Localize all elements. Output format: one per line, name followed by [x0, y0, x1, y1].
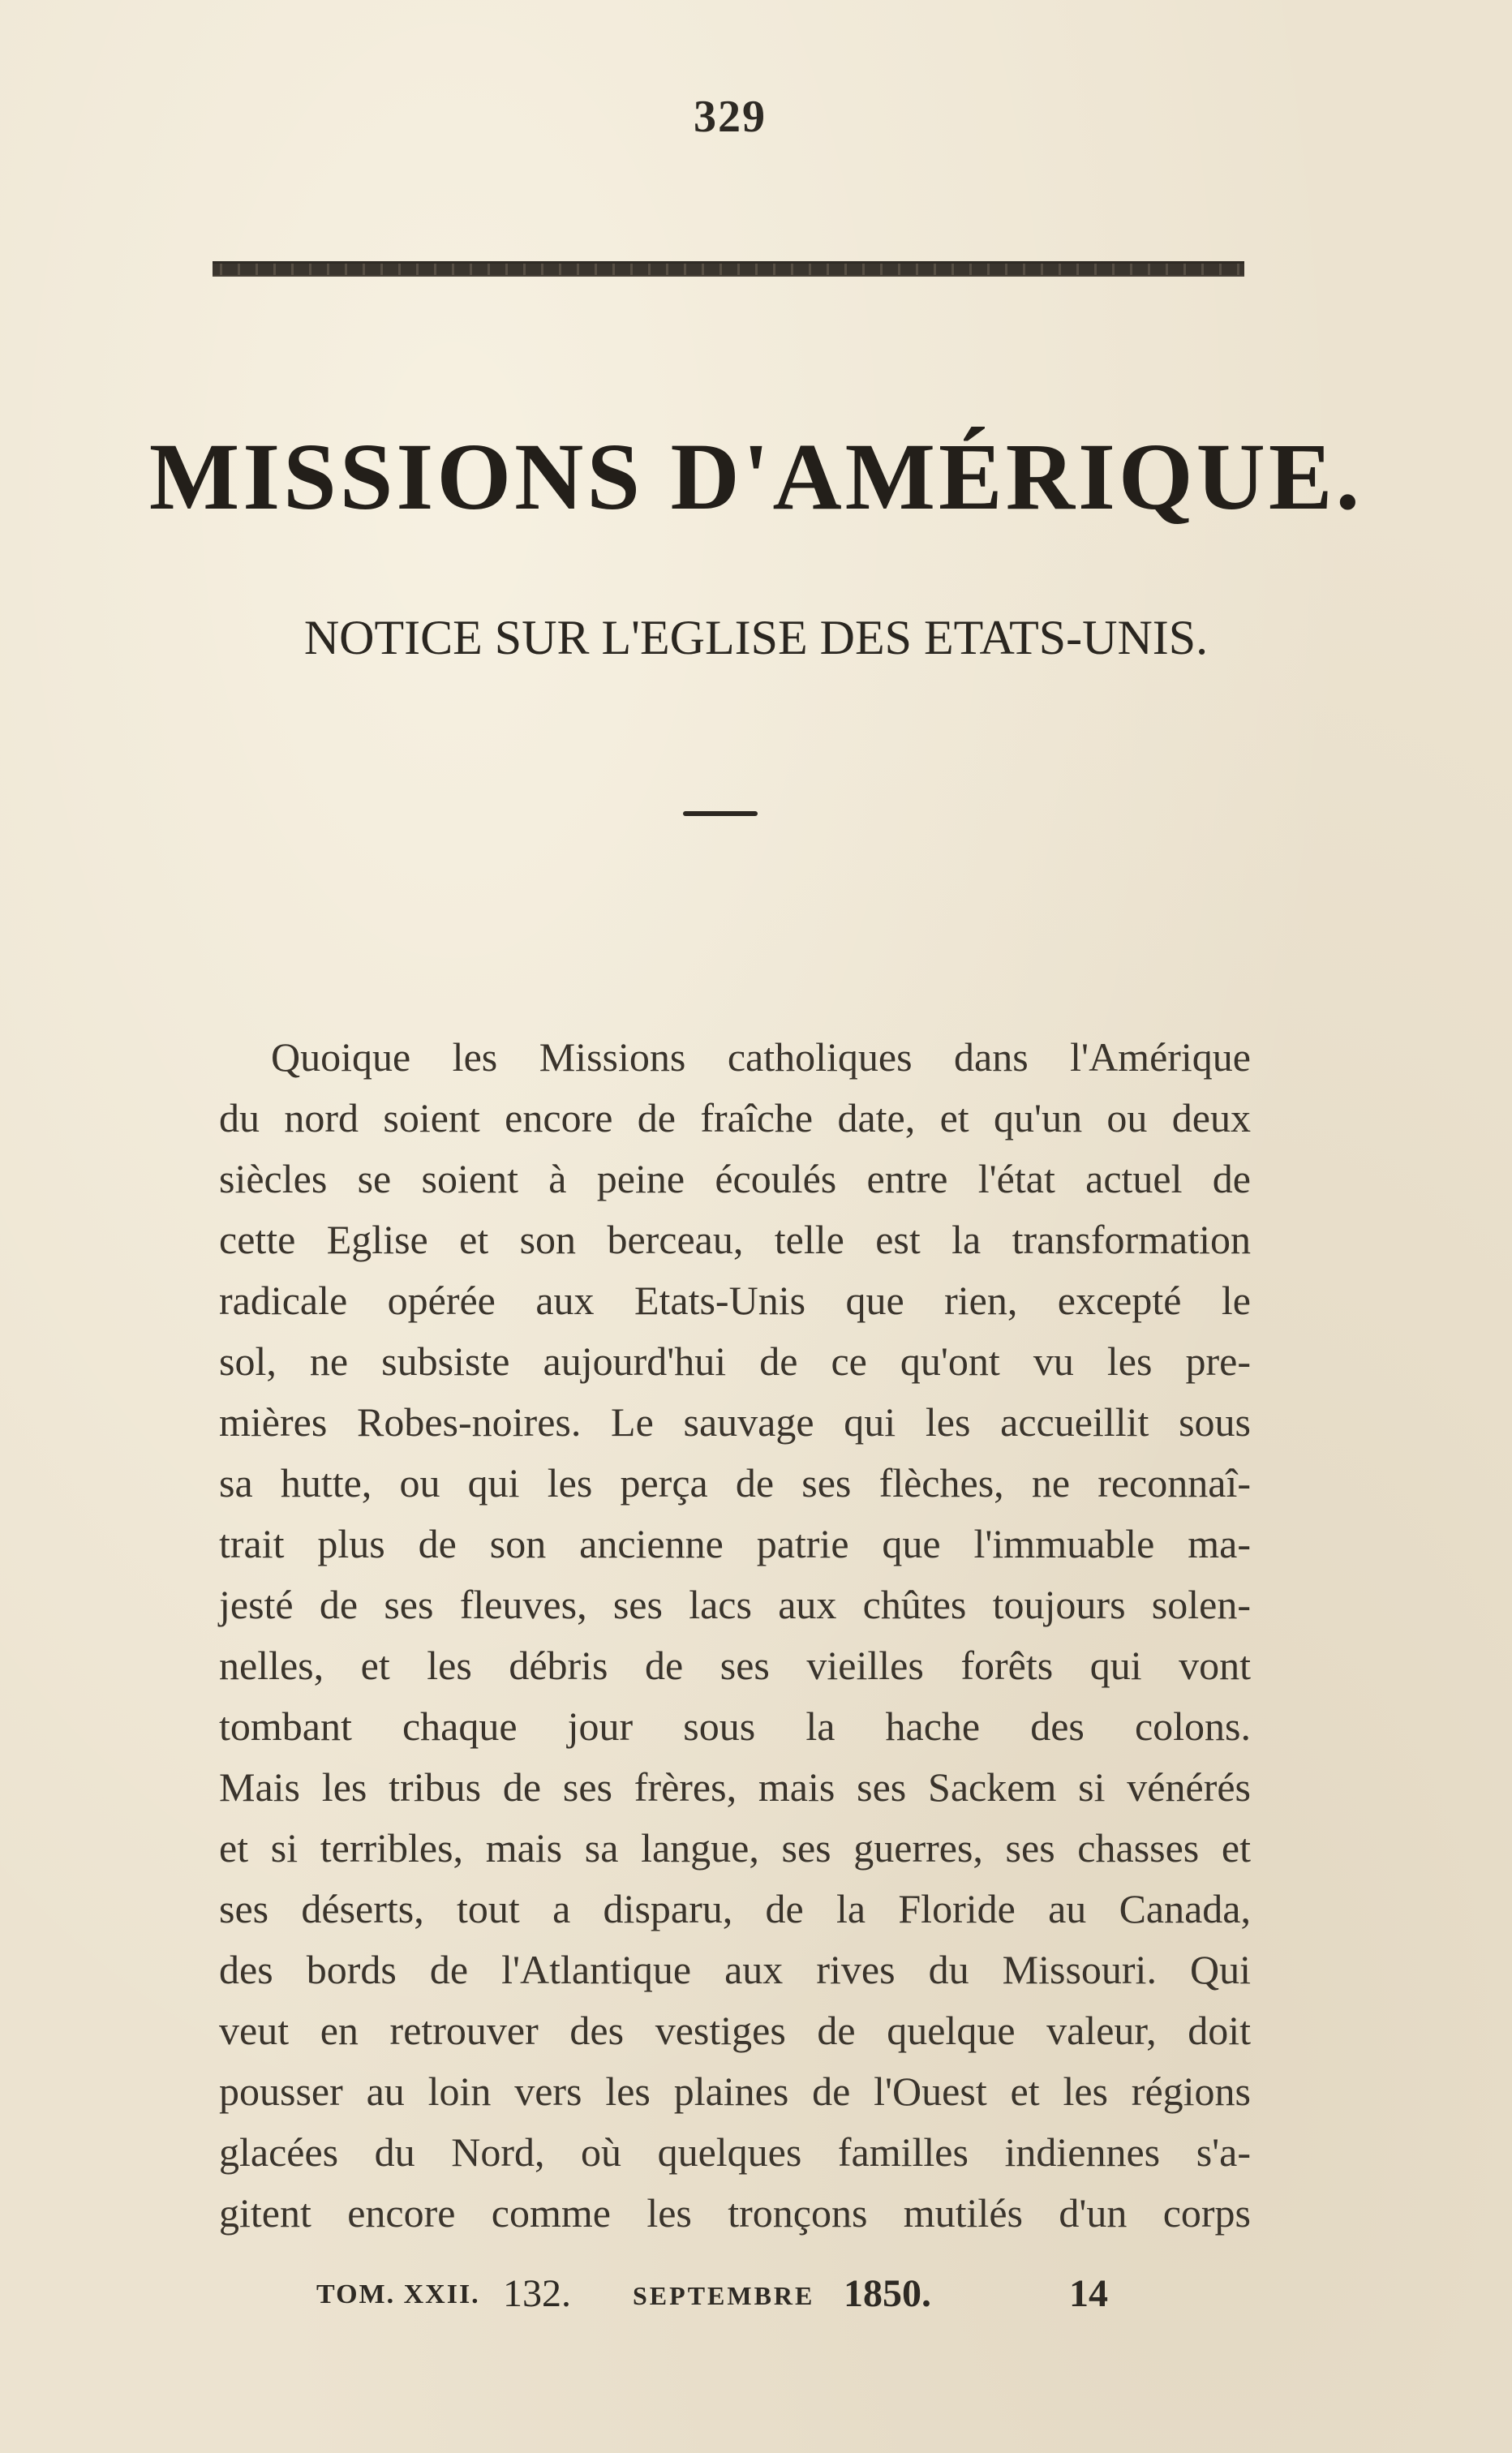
footer-month: SEPTEMBRE: [633, 2281, 815, 2310]
text-line: pousser au loin vers les plaines de l'Ouest et les régions: [219, 2069, 1251, 2114]
text-line: jesté de ses fleuves, ses lacs aux chûtes toujours solen-: [219, 1582, 1251, 1627]
text-line: trait plus de son ancienne patrie que l'immuable ma-: [219, 1521, 1251, 1566]
page-footer: [308, 2271, 1119, 2328]
footer-issue-number: 132.: [503, 2272, 571, 2315]
text-line: nelles, et les débris de ses vieilles forêts qui vont: [219, 1643, 1251, 1688]
page-number: 329: [694, 92, 767, 142]
page-subtitle: NOTICE SUR L'EGLISE DES ETATS-UNIS.: [303, 611, 1209, 664]
body-text: [219, 1027, 1251, 2244]
header-rule: [213, 261, 1244, 277]
footer-signature: 14: [1069, 2272, 1108, 2315]
text-line: des bords de l'Atlantique aux rives du Missouri. Qui: [219, 1947, 1251, 1992]
text-line: Quoique les Missions catholiques dans l'Amérique: [271, 1034, 1251, 1080]
text-line: et si terribles, mais sa langue, ses guerres, ses chasses et: [219, 1825, 1251, 1871]
text-line: sol, ne subsiste aujourd'hui de ce qu'ont vu les pre-: [219, 1338, 1251, 1384]
text-line: du nord soient encore de fraîche date, et qu'un ou deux: [219, 1095, 1251, 1141]
text-line: siècles se soient à peine écoulés entre l'état actuel de: [219, 1156, 1251, 1201]
page-title: MISSIONS D'AMÉRIQUE.: [148, 423, 1364, 530]
text-line: ses déserts, tout a disparu, de la Floride au Canada,: [219, 1886, 1251, 1931]
text-line: glacées du Nord, où quelques familles indiennes s'a-: [219, 2129, 1251, 2175]
text-line: veut en retrouver des vestiges de quelque valeur, doit: [219, 2008, 1251, 2053]
text-line: tombant chaque jour sous la hache des colons.: [219, 1703, 1251, 1749]
text-line: mières Robes-noires. Le sauvage qui les accueillit sous: [219, 1399, 1251, 1445]
text-line: sa hutte, ou qui les perça de ses flèches, ne reconnaî-: [219, 1460, 1251, 1506]
footer-tome: TOM. XXII.: [316, 2279, 480, 2309]
footer-year: 1850.: [844, 2272, 931, 2315]
text-line: Mais les tribus de ses frères, mais ses Sackem si vénérés: [219, 1764, 1251, 1810]
text-line: radicale opérée aux Etats-Unis que rien, excepté le: [219, 1278, 1251, 1323]
text-line: cette Eglise et son berceau, telle est la transformation: [219, 1217, 1251, 1262]
text-line: gitent encore comme les tronçons mutilés d'un corps: [219, 2190, 1251, 2236]
section-divider: [683, 811, 758, 816]
